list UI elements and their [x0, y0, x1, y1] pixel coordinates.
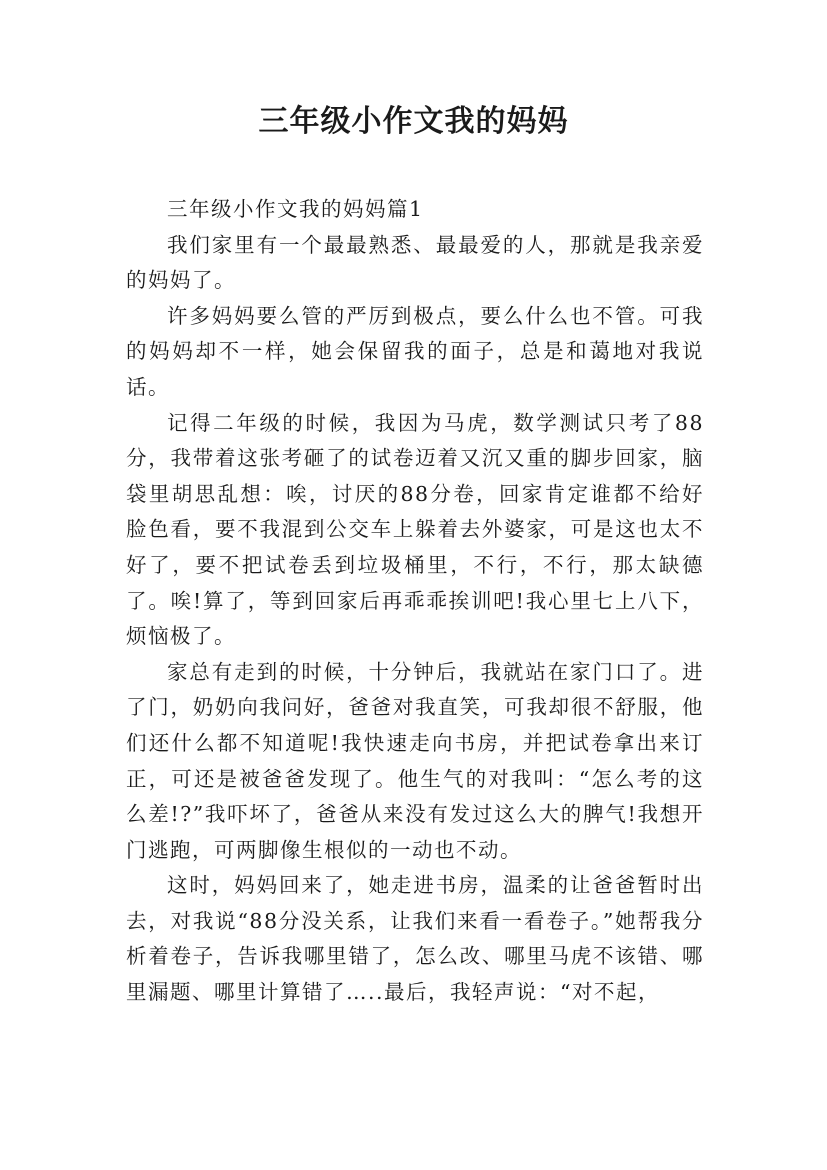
- section-heading: 三年级小作文我的妈妈篇1: [167, 197, 424, 221]
- paragraph-2: 许多妈妈要么管的严厉到极点，要么什么也不管。可我的妈妈却不一样，她会保留我的面子，总是和蔼地对我说话。: [126, 303, 704, 399]
- document-body: [126, 192, 704, 1011]
- paragraph-3: 记得二年级的时候，我因为马虎，数学测试只考了88分，我带着这张考砸了的试卷迈着又沉又重的脚步回家，脑袋里胡思乱想：唉，讨厌的88分卷，回家肯定谁都不给好脸色看，要不我混到公交车上躲着去外婆家，可是这也太不好了，要不把试卷丢到垃圾桶里，不行，不行，那太缺德了。唉!算了，等到回家后再乖乖挨训吧!我心里七上八下，烦恼极了。: [126, 410, 704, 649]
- document-title: 三年级小作文我的妈妈: [258, 104, 569, 139]
- paragraph-5: 这时，妈妈回来了，她走进书房，温柔的让爸爸暂时出去，对我说“88分没关系，让我们来看一看卷子。”她帮我分析着卷子，告诉我哪里错了，怎么改、哪里马虎不该错、哪里漏题、哪里计算错了…..最后，我轻声说：“对不起，: [126, 873, 704, 1005]
- paragraph-1: 我们家里有一个最最熟悉、最最爱的人，那就是我亲爱的妈妈了。: [126, 232, 704, 293]
- paragraph-4: 家总有走到的时候，十分钟后，我就站在家门口了。进了门，奶奶向我问好，爸爸对我直笑，可我却很不舒服，他们还什么都不知道呢!我快速走向书房，并把试卷拿出来订正，可还是被爸爸发现了。他生气的对我叫：“怎么考的这么差!?”我吓坏了，爸爸从来没有发过这么大的脾气!我想开门逃跑，可两脚像生根似的一动也不动。: [126, 659, 704, 862]
